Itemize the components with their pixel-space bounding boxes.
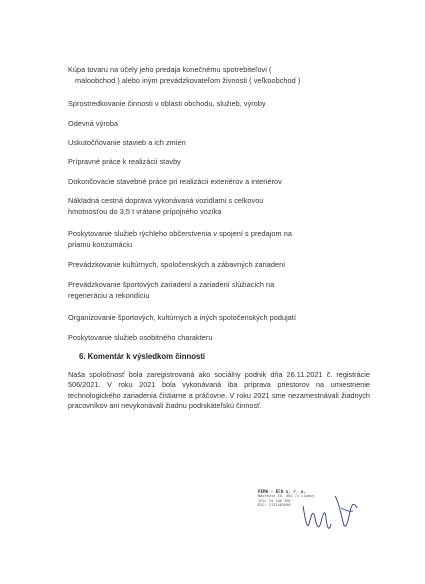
- stamp-line: IČO: 54 106 398: [258, 498, 291, 503]
- activity-line: Prípravné práce k realizácii stavby: [68, 157, 181, 166]
- activity-item: [68, 260, 378, 271]
- activity-line: Dokončovacie stavebné práce pri realizácii exteriérov a interiérov: [68, 177, 282, 186]
- activity-line: priamu konzumáciu: [68, 239, 133, 249]
- activity-item: [68, 313, 378, 324]
- activity-line: Organizovanie športových, kultúrnych a iných spoločenských podujatí: [68, 313, 297, 322]
- activity-item: [68, 138, 378, 149]
- activity-item: [68, 280, 378, 301]
- activity-line: Poskytovanie služieb rýchleho občerstvenia v spojení s predajom na: [68, 229, 292, 238]
- activity-item: [68, 229, 378, 250]
- activity-item: [68, 99, 378, 110]
- activity-item: [68, 65, 378, 86]
- activity-line: Prevádzkovanie kultúrnych, spoločenských a zábavných zariadení: [68, 260, 286, 269]
- activity-line: Odevná výroba: [68, 119, 119, 128]
- activity-line: Nákladná cestná doprava vykonávaná vozidlami s celkovou: [68, 196, 264, 205]
- activity-line: regeneráciu a rekondíciu: [68, 290, 150, 300]
- section-heading: 6. Komentár k výsledkom činnosti: [79, 352, 206, 361]
- activity-item: [68, 196, 378, 217]
- signature: [295, 478, 365, 538]
- activity-item: [68, 177, 378, 188]
- stamp-line: Nábrežie 10, 082 71 Lipany: [258, 494, 315, 499]
- activity-line: Uskutočňovanie stavieb a ich zmien: [68, 138, 186, 147]
- activity-item: [68, 333, 378, 344]
- section-paragraph: Naša spoločnosť bola zaregistrovaná ako sociálny podnik dňa 26.11.2021 č. registrácie 506/2021. V roku 2021 bola vykonávaná iba príprava priestorov na umiestnenie technologického zariadenia čistiarne a práčovne. V roku 2021 sme nezamestnávali žiadnych pracovníkov ani nevykonávali žiadnu podnikateľskú činnosť.: [68, 370, 370, 410]
- activity-line: Kúpa tovaru na účely jeho predaja konečnému spotrebiteľovi (: [68, 65, 272, 74]
- activity-line: Prevádzkovanie športových zariadení a zariadení slúžiacich na: [68, 280, 275, 289]
- activity-line: Sprostredkovanie činnosti v oblasti obchodu, služieb, výroby: [68, 99, 266, 108]
- activity-item: [68, 157, 378, 168]
- activity-line: maloobchod ) alebo iným prevádzkovateľom živnosti ( veľkoobchod ): [75, 75, 301, 85]
- activity-item: [68, 119, 378, 130]
- activity-line: Poskytovanie služieb osobitného charakteru: [68, 333, 213, 342]
- stamp-company: FEMA - ECO s. r. o.: [258, 489, 306, 494]
- stamp-line: DIČ: 2121583998: [258, 503, 291, 508]
- activity-line: hmotnosťou do 3,5 t vrátane prípojného vozíka: [68, 206, 222, 216]
